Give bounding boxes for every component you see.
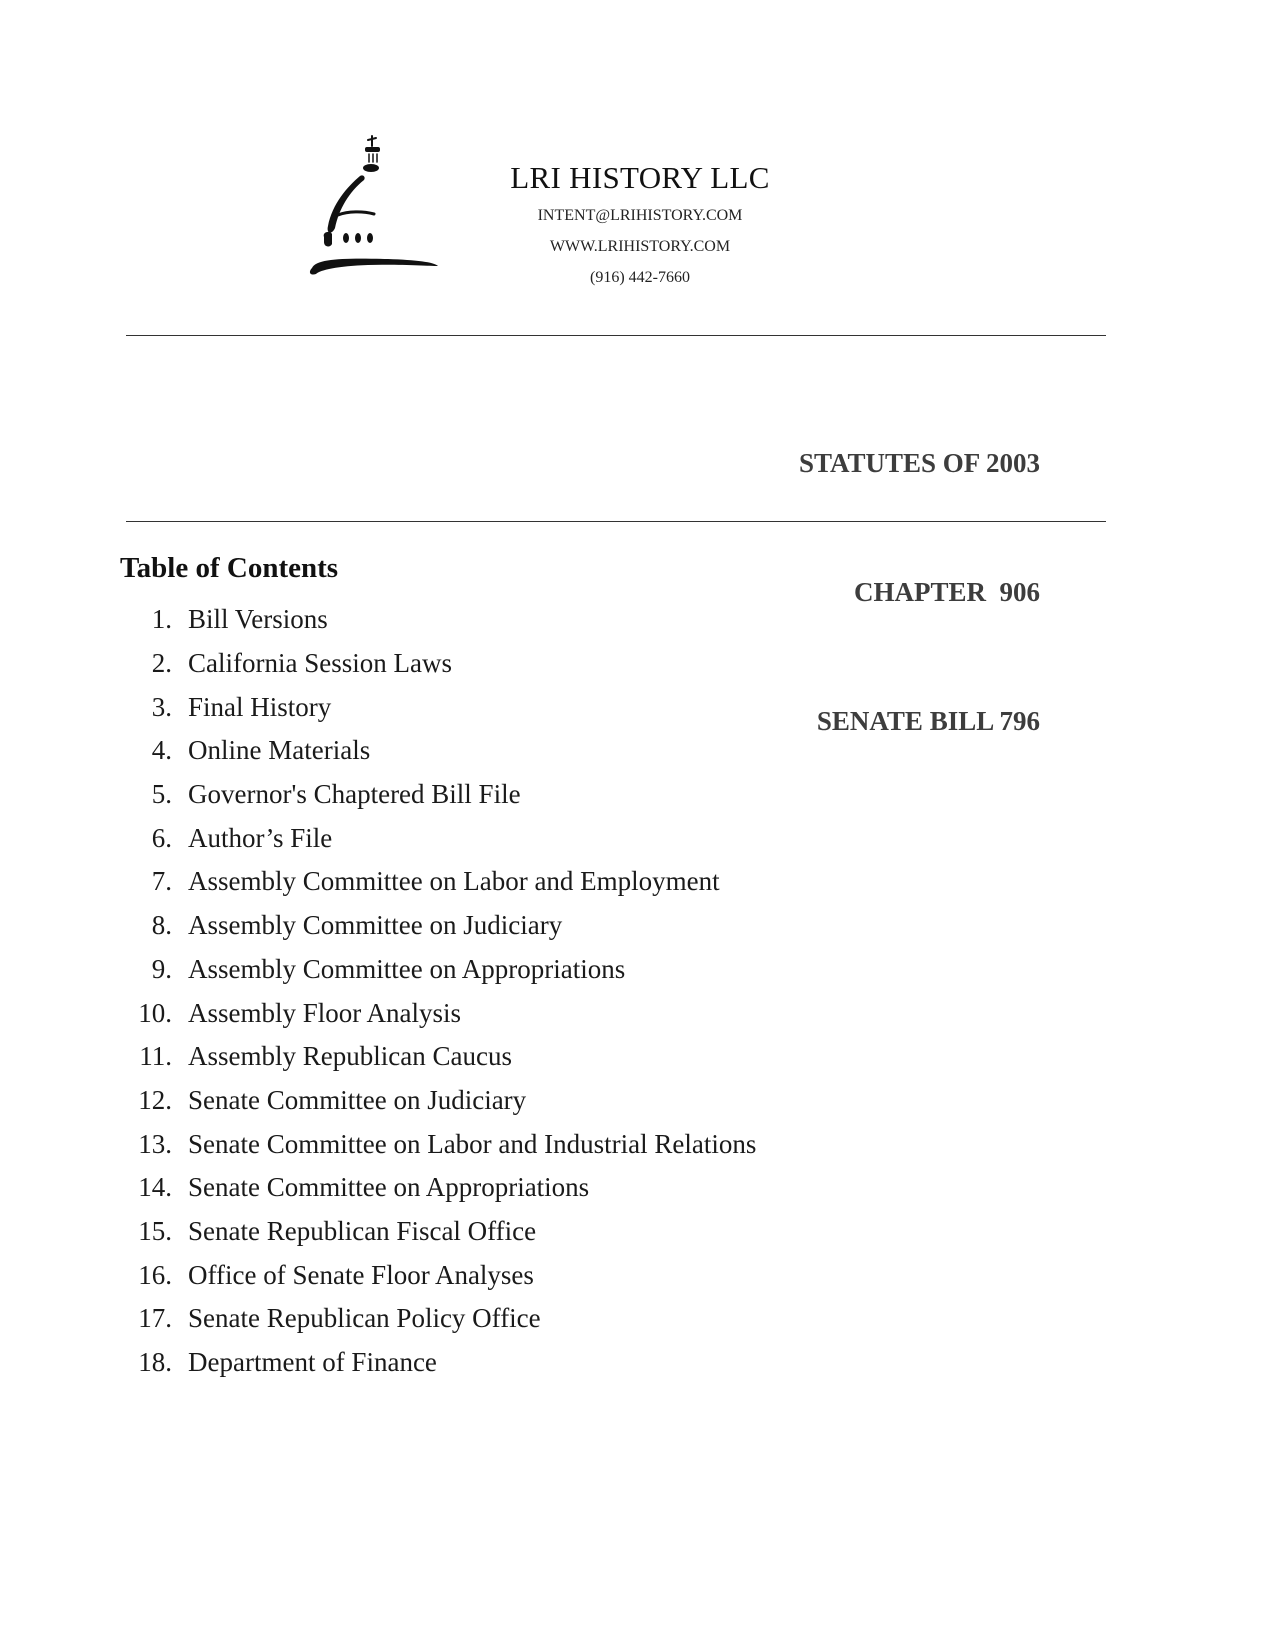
toc-item-number: 17. — [138, 1303, 172, 1334]
toc-item-title: Author’s File — [188, 822, 333, 853]
toc-item-number: 18. — [138, 1347, 172, 1378]
toc-item — [120, 729, 756, 773]
toc-item — [120, 642, 756, 686]
toc-item-title: Bill Versions — [188, 604, 328, 635]
toc-item-number: 3. — [151, 691, 172, 722]
toc-item-title: Assembly Committee on Appropriations — [188, 953, 626, 984]
toc-item — [120, 816, 756, 860]
toc-item — [120, 1122, 756, 1166]
toc-heading: Table of Contents — [120, 552, 339, 584]
company-name: LRI HISTORY LLC — [510, 160, 770, 195]
toc-item-title: Senate Committee on Judiciary — [188, 1084, 527, 1115]
toc-item-title: Senate Committee on Labor and Industrial Relations — [188, 1128, 757, 1159]
toc-item-title: Assembly Committee on Labor and Employment — [188, 866, 720, 897]
toc-item-title: Senate Committee on Appropriations — [188, 1172, 590, 1203]
toc-item-title: Assembly Floor Analysis — [188, 997, 462, 1028]
toc-item-title: Senate Republican Policy Office — [188, 1303, 541, 1334]
toc-item-number: 5. — [151, 779, 172, 810]
toc-item-title: Assembly Committee on Judiciary — [188, 910, 563, 941]
toc-item — [120, 685, 756, 729]
toc-item-title: Assembly Republican Caucus — [188, 1041, 512, 1072]
toc-item — [120, 1210, 756, 1254]
contact-website: WWW.LRIHISTORY.COM — [549, 238, 731, 255]
toc-item-title: Department of Finance — [188, 1347, 437, 1378]
bill-number: SENATE BILL 796 — [816, 706, 1040, 736]
toc-item — [120, 1166, 756, 1210]
toc-item — [120, 1341, 756, 1385]
contact-phone: (916) 442-7660 — [590, 269, 690, 286]
toc-item — [120, 598, 756, 642]
chapter-number: CHAPTER 906 — [853, 577, 1040, 607]
toc-item-number: 9. — [151, 953, 172, 984]
letterhead — [490, 160, 790, 293]
toc-item-number: 10. — [138, 997, 172, 1028]
toc-item-number: 13. — [138, 1128, 172, 1159]
statute-info — [799, 356, 1040, 786]
toc-item — [120, 991, 756, 1035]
toc-item-title: Online Materials — [188, 735, 371, 766]
top-divider — [126, 335, 1106, 336]
toc-item-title: Senate Republican Fiscal Office — [188, 1215, 537, 1246]
toc-item-number: 2. — [151, 648, 172, 679]
toc-item-number: 8. — [151, 910, 172, 941]
contact-email: INTENT@LRIHISTORY.COM — [537, 207, 743, 224]
toc-item — [120, 904, 756, 948]
toc-item-number: 16. — [138, 1259, 172, 1290]
toc-item-number: 15. — [138, 1215, 172, 1246]
toc-item — [120, 948, 756, 992]
toc-item — [120, 1079, 756, 1123]
toc-item-number: 4. — [151, 735, 172, 766]
toc-item — [120, 1253, 756, 1297]
toc-item-number: 6. — [151, 822, 172, 853]
capitol-dome-icon — [308, 134, 456, 296]
statute-year: STATUTES OF 2003 — [798, 448, 1040, 478]
toc-item-title: Governor's Chaptered Bill File — [188, 779, 521, 810]
toc-item-title: Office of Senate Floor Analyses — [188, 1259, 534, 1290]
toc-item — [120, 860, 756, 904]
toc-item-number: 1. — [151, 604, 172, 635]
toc-item — [120, 773, 756, 817]
toc-list — [120, 598, 756, 1384]
bottom-divider — [126, 521, 1106, 522]
toc-item-title: California Session Laws — [188, 648, 452, 679]
toc-item-number: 12. — [138, 1084, 172, 1115]
toc-item-title: Final History — [188, 691, 332, 722]
toc-item-number: 14. — [138, 1172, 172, 1203]
toc-item — [120, 1035, 756, 1079]
toc-item — [120, 1297, 756, 1341]
toc-item-number: 7. — [151, 866, 172, 897]
toc-item-number: 11. — [139, 1041, 172, 1072]
